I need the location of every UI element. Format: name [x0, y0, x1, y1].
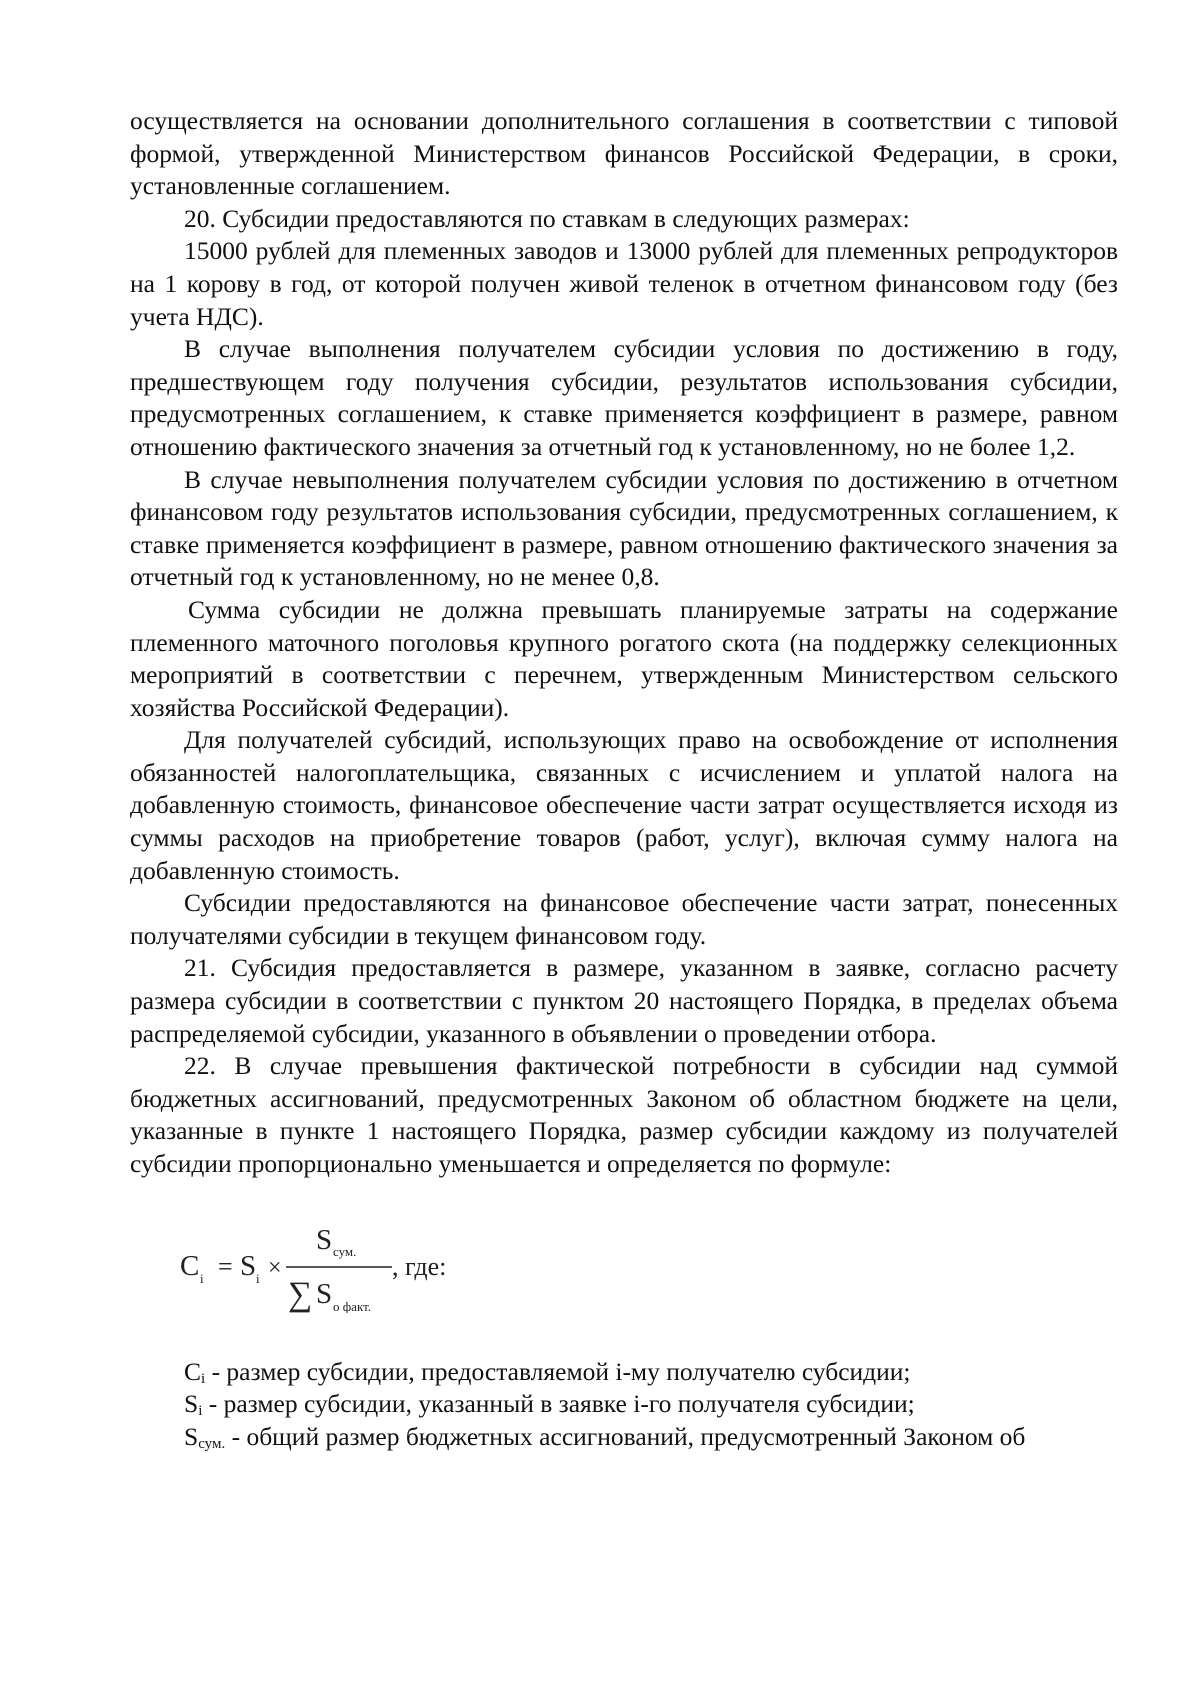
paragraph-subsidy-limit: Сумма субсидии не должна превышать планируемые затраты на содержание племенного маточного поголовья крупного рогатого скота (на поддержку селекционных мероприятий в соответствии с перечнем, утвержденным Министерством сельского хозяйства Российской Федерации).	[130, 594, 1118, 722]
formula-numerator: S	[316, 1223, 333, 1256]
definition-si	[130, 1388, 1118, 1421]
formula-definitions	[130, 1356, 1118, 1454]
formula-times: ×	[268, 1254, 282, 1281]
formula-s: S	[240, 1249, 257, 1282]
paragraph-rate: 15000 рублей для племенных заводов и 13000 рублей для племенных репродукторов на 1 корову в год, от которой получен живой теленок в отчетном финансовом году (без учета НДС).	[130, 236, 1118, 331]
formula-equals: =	[218, 1251, 233, 1281]
definition-ssum-symbol: S	[184, 1421, 199, 1451]
definition-ssum-sub: сум.	[198, 1435, 226, 1452]
formula-denominator: S	[316, 1277, 333, 1310]
definition-ci	[130, 1356, 1118, 1389]
definition-si-symbol: S	[184, 1389, 199, 1419]
definition-ci-symbol: C	[184, 1356, 202, 1386]
definition-ci-text: - размер субсидии, предоставляемой i-му получателю субсидии;	[205, 1356, 911, 1386]
paragraph-continuation: осуществляется на основании дополнительного соглашения в соответствии с типовой формой, утвержденной Министерством финансов Российской Федерации, в сроки, установленные соглашением.	[130, 106, 1118, 201]
formula-s-sub: i	[256, 1270, 260, 1286]
formula-numerator-sub: сум.	[333, 1243, 357, 1259]
formula-tail: , где:	[392, 1251, 447, 1281]
formula-lhs: C	[180, 1249, 200, 1282]
subsidy-formula	[130, 1181, 1118, 1356]
formula-denominator-sub: о факт.	[333, 1298, 372, 1313]
definition-si-sub: i	[198, 1403, 203, 1420]
formula-lhs-sub: i	[200, 1270, 204, 1286]
paragraph-current-year: Субсидии предоставляются на финансовое обеспечение части затрат, понесенных получателями субсидии в текущем финансовом году.	[130, 888, 1118, 950]
definition-si-text: - размер субсидии, указанный в заявке i-го получателя субсидии;	[202, 1389, 915, 1419]
document-page	[130, 105, 1118, 1453]
definition-ssum	[130, 1421, 1118, 1454]
paragraph-20: 20. Субсидии предоставляются по ставкам в следующих размерах:	[184, 203, 910, 233]
definition-ci-sub: i	[201, 1370, 206, 1387]
paragraph-coefficient-decrease: В случае невыполнения получателем субсидии условия по достижению в отчетном финансовом году результатов использования субсидии, предусмотренных соглашением, к ставке применяется коэффициент в размере, равном отношению фактического значения за отчетный год к установленному, но не менее 0,8.	[130, 464, 1118, 592]
paragraph-vat: Для получателей субсидий, использующих право на освобождение от исполнения обязанностей налогоплательщика, связанных с исчислением и уплатой налога на добавленную стоимость, финансовое обеспечение части затрат осуществляется исходя из суммы расходов на приобретение товаров (работ, услуг), включая сумму налога на добавленную стоимость.	[130, 725, 1118, 885]
definition-ssum-text: - общий размер бюджетных ассигнований, предусмотренный Законом об	[225, 1421, 1026, 1451]
formula-graphic	[180, 1213, 540, 1313]
paragraph-21: 21. Субсидия предоставляется в размере, указанном в заявке, согласно расчету размера субсидии в соответствии с пунктом 20 настоящего Порядка, в пределах объема распределяемой субсидии, указанного в объявлении о проведении отбора.	[130, 953, 1118, 1048]
paragraph-coefficient-increase: В случае выполнения получателем субсидии условия по достижению в году, предшествующем году получения субсидии, результатов использования субсидии, предусмотренных соглашением, к ставке применяется коэффициент в размере, равном отношению фактического значения за отчетный год к установленному, но не более 1,2.	[130, 334, 1118, 461]
formula-sum-sign: ∑	[288, 1275, 313, 1313]
paragraph-22: 22. В случае превышения фактической потребности в субсидии над суммой бюджетных ассигнований, предусмотренных Законом об областном бюджете на цели, указанные в пункте 1 настоящего Порядка, размер субсидии каждому из получателей субсидии пропорционально уменьшается и определяется по формуле:	[130, 1051, 1118, 1178]
